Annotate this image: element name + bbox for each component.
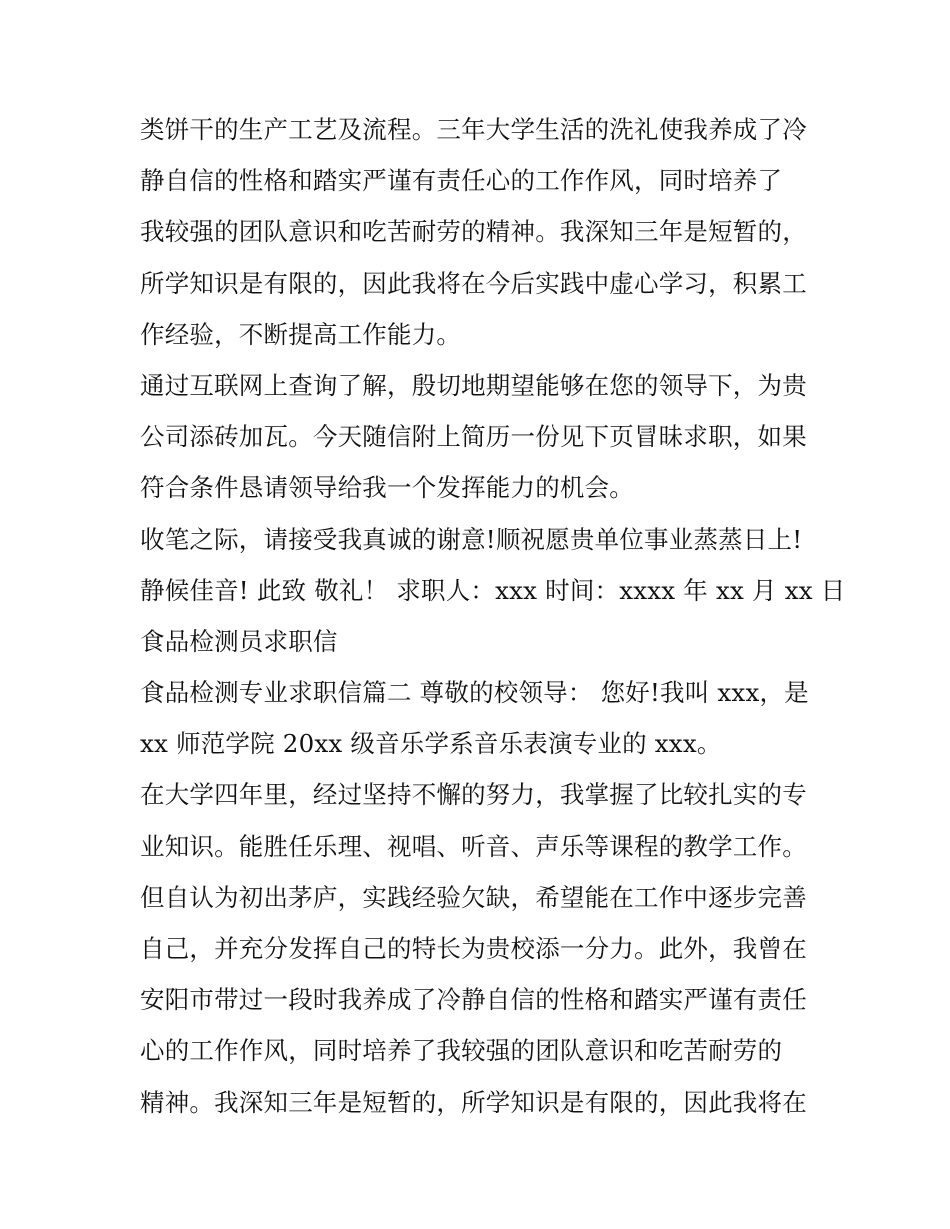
document-body xyxy=(140,104,846,1128)
text-line: 我较强的团队意识和吃苦耐劳的精神。我深知三年是短暂的， xyxy=(140,217,807,247)
text-line: 收笔之际，请接受我真诚的谢意!顺祝愿贵单位事业蒸蒸日上! xyxy=(140,524,803,554)
text-line: 静自信的性格和踏实严谨有责任心的工作作风，同时培养了 xyxy=(140,166,783,196)
text-line: xx 师范学院 20xx 级音乐学系音乐表演专业的 xxx。 xyxy=(140,729,722,759)
text-line: 所学知识是有限的，因此我将在今后实践中虚心学习，积累工 xyxy=(140,268,807,298)
text-line: 符合条件恳请领导给我一个发挥能力的机会。 xyxy=(140,473,634,503)
text-line: 精神。我深知三年是短暂的，所学知识是有限的，因此我将在 xyxy=(140,1087,807,1117)
text-line: 食品检测专业求职信篇二 尊敬的校领导： 您好!我叫 xxx，是 xyxy=(140,678,809,708)
text-line: 安阳市带过一段时我养成了冷静自信的性格和踏实严谨有责任 xyxy=(140,985,807,1015)
text-line: 在大学四年里，经过坚持不懈的努力，我掌握了比较扎实的专 xyxy=(140,780,807,810)
text-line: 静候佳音! 此致 敬礼！ 求职人：xxx 时间：xxxx 年 xx 月 xx 日 xyxy=(140,575,846,605)
text-line: 业知识。能胜任乐理、视唱、听音、声乐等课程的教学工作。 xyxy=(140,831,807,861)
text-line: 心的工作作风，同时培养了我较强的团队意识和吃苦耐劳的 xyxy=(140,1036,783,1066)
text-line: 公司添砖加瓦。今天随信附上简历一份见下页冒昧求职，如果 xyxy=(140,422,807,452)
text-line: 通过互联网上查询了解，殷切地期望能够在您的领导下，为贵 xyxy=(140,370,807,400)
text-line: 类饼干的生产工艺及流程。三年大学生活的洗礼使我养成了冷 xyxy=(140,115,807,144)
text-line: 但自认为初出茅庐，实践经验欠缺，希望能在工作中逐步完善 xyxy=(140,882,807,912)
text-line: 自己，并充分发挥自己的特长为贵校添一分力。此外，我曾在 xyxy=(140,934,807,963)
text-line: 食品检测员求职信 xyxy=(140,626,338,656)
text-line: 作经验，不断提高工作能力。 xyxy=(140,319,462,349)
